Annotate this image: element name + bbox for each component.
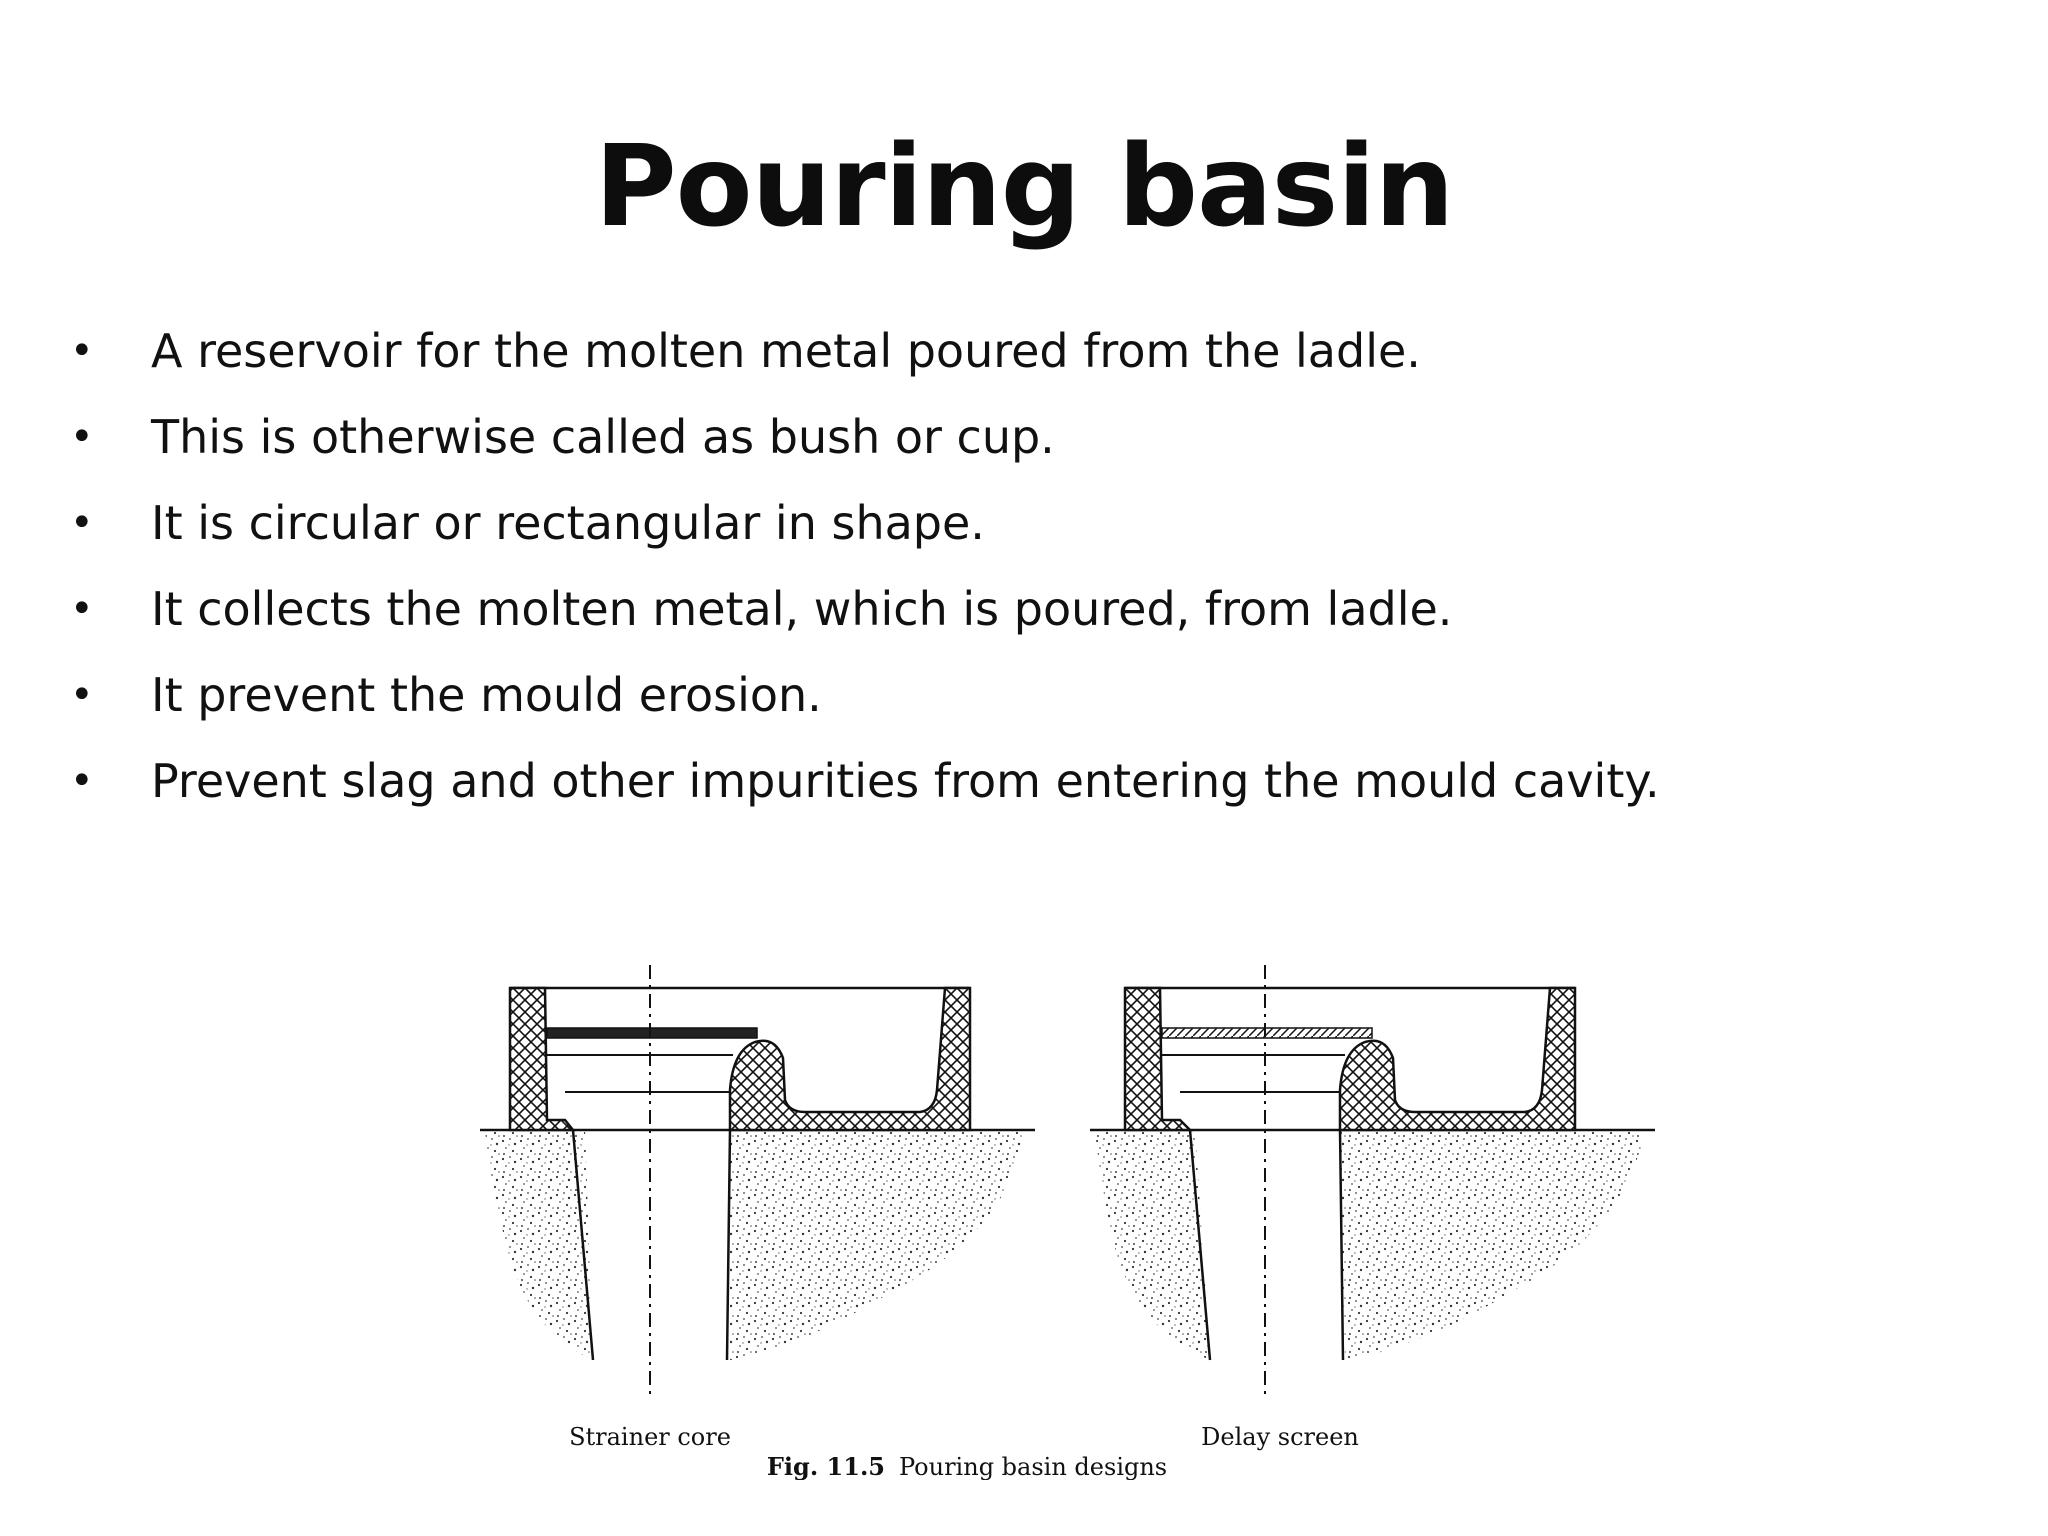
bullet-dot-icon: • <box>70 672 94 718</box>
strainer-core-diagram <box>480 965 1035 1451</box>
bullet-dot-icon: • <box>70 414 94 460</box>
sand-mould-right <box>1340 1130 1645 1360</box>
bullet-item <box>0 404 2048 490</box>
pouring-basin-diagram <box>465 940 1665 1480</box>
bullet-text: It is circular or rectangular in shape. <box>151 496 985 550</box>
bullet-text: It prevent the mould erosion. <box>151 668 822 722</box>
bullet-dot-icon: • <box>70 328 94 374</box>
bullet-text: A reservoir for the molten metal poured from the ladle. <box>151 324 1421 378</box>
strainer-core-plate <box>547 1028 757 1038</box>
basin-wall-right <box>730 988 970 1130</box>
figure-caption: Pouring basin designs <box>899 1453 1168 1480</box>
bullet-dot-icon: • <box>70 500 94 546</box>
bullet-dot-icon: • <box>70 586 94 632</box>
bullet-list <box>0 318 2048 834</box>
bullet-text: It collects the molten metal, which is poured, from ladle. <box>151 582 1453 636</box>
bullet-item <box>0 748 2048 834</box>
delay-screen-plate <box>1162 1028 1372 1038</box>
delay-screen-diagram <box>1090 965 1655 1451</box>
bullet-dot-icon: • <box>70 758 94 804</box>
sand-mould-right <box>730 1130 1025 1360</box>
figure-number: Fig. 11.5 <box>766 1452 885 1480</box>
bullet-item <box>0 576 2048 662</box>
bullet-item <box>0 490 2048 576</box>
basin-wall-left <box>1125 988 1190 1130</box>
bullet-item <box>0 662 2048 748</box>
pouring-basin-figure <box>465 940 1665 1480</box>
basin-wall-right <box>1340 988 1575 1130</box>
delay-screen-label: Delay screen <box>1201 1423 1359 1451</box>
strainer-core-label: Strainer core <box>569 1423 731 1451</box>
bullet-text: This is otherwise called as bush or cup. <box>151 410 1055 464</box>
slide-title: Pouring basin <box>594 122 1454 252</box>
bullet-text: Prevent slag and other impurities from entering the mould cavity. <box>151 754 1660 808</box>
basin-wall-left <box>510 988 573 1130</box>
bullet-item <box>0 318 2048 404</box>
